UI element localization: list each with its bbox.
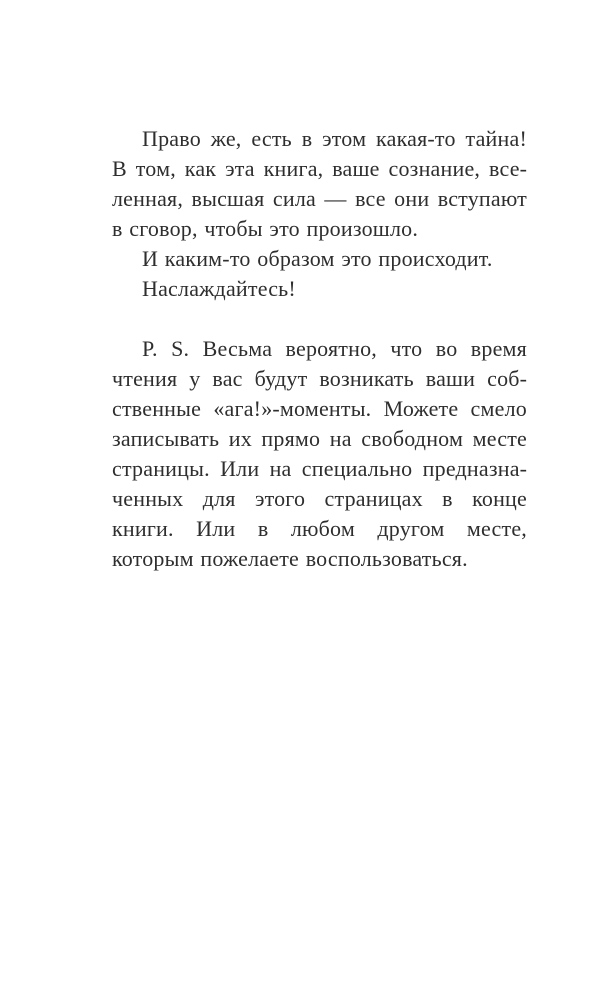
paragraph-enjoy: Наслаждайтесь! — [142, 276, 296, 301]
page-text-block — [112, 124, 527, 574]
paragraph-mystery: Право же, есть в этом какая-то тайна! В том, как эта книга, ваше сознание, вселенная, высшая сила — все они вступают в сговор, чтобы это произошло. — [112, 126, 527, 241]
paragraph-postscript: P. S. Весьма вероятно, что во время чтения у вас будут возникать ваши собственные «ага!»-моменты. Можете смело записывать их прямо на свободном месте страницы. Или на специально предназначенных для этого страницах в конце книги. Или в любом другом месте, которым пожелаете воспользоваться. — [112, 336, 527, 571]
paragraph-it-happens: И каким-то образом это происходит. — [142, 246, 493, 271]
